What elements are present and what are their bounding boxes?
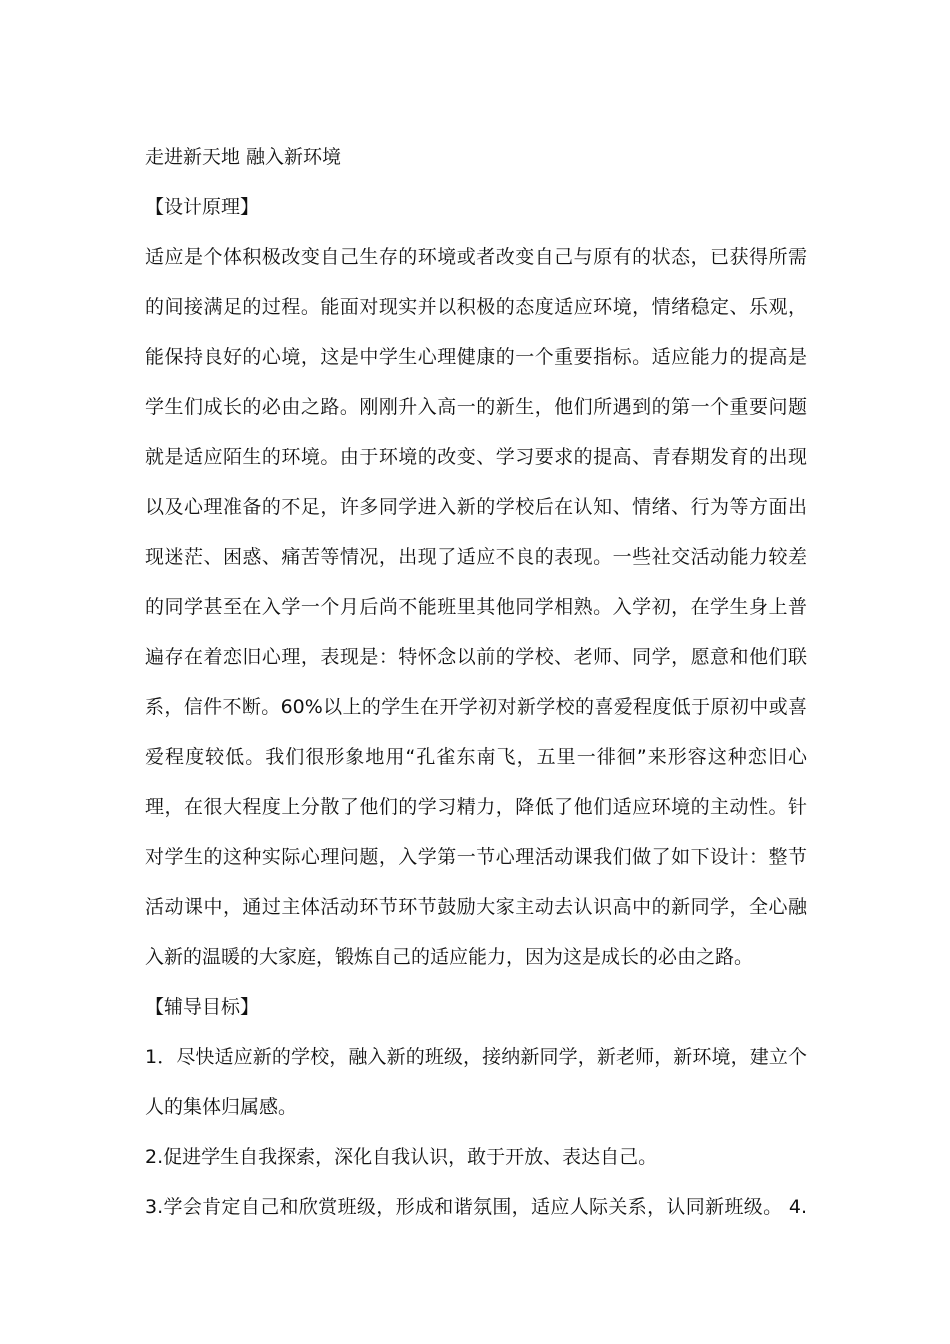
paragraph-line: 爱程度较低。我们很形象地用“孔雀东南飞，五里一徘徊”来形容这种恋旧心	[145, 746, 807, 768]
paragraph-line: 系，信件不断。60%以上的学生在开学初对新学校的喜爱程度低于原初中或喜	[145, 696, 807, 718]
paragraph-line: 能保持良好的心境，这是中学生心理健康的一个重要指标。适应能力的提高是	[145, 346, 807, 368]
paragraph-line: 现迷茫、困惑、痛苦等情况，出现了适应不良的表现。一些社交活动能力较差	[145, 546, 807, 568]
goal-line: 1．尽快适应新的学校，融入新的班级，接纳新同学，新老师，新环境，建立个	[145, 1046, 807, 1068]
goal-line: 人的集体归属感。	[145, 1096, 298, 1118]
goal-3: 3.学会肯定自己和欣赏班级，形成和谐氛围，适应人际关系，认同新班级。 4.	[145, 1196, 807, 1218]
document-title: 走进新天地 融入新环境	[145, 146, 342, 168]
paragraph-line: 入新的温暖的大家庭，锻炼自己的适应能力，因为这是成长的必由之路。	[145, 946, 754, 968]
paragraph-line: 以及心理准备的不足，许多同学进入新的学校后在认知、情绪、行为等方面出	[145, 496, 807, 518]
paragraph-line: 学生们成长的必由之路。刚刚升入高一的新生，他们所遇到的第一个重要问题	[145, 396, 807, 418]
section-heading-design-principle: 【设计原理】	[145, 196, 260, 218]
section-heading-counseling-goals: 【辅导目标】	[145, 996, 260, 1018]
goal-2: 2.促进学生自我探索，深化自我认识，敢于开放、表达自己。	[145, 1146, 658, 1168]
paragraph-line: 适应是个体积极改变自己生存的环境或者改变自己与原有的状态，已获得所需	[145, 246, 807, 268]
goal-1	[145, 1032, 807, 1132]
design-principle-paragraph	[145, 232, 807, 982]
paragraph-line: 就是适应陌生的环境。由于环境的改变、学习要求的提高、青春期发育的出现	[145, 446, 807, 468]
paragraph-line: 对学生的这种实际心理问题，入学第一节心理活动课我们做了如下设计：整节	[145, 846, 807, 868]
paragraph-line: 活动课中，通过主体活动环节环节鼓励大家主动去认识高中的新同学，全心融	[145, 896, 807, 918]
paragraph-line: 的同学甚至在入学一个月后尚不能班里其他同学相熟。入学初，在学生身上普	[145, 596, 807, 618]
document-page	[145, 132, 807, 1232]
paragraph-line: 理，在很大程度上分散了他们的学习精力，降低了他们适应环境的主动性。针	[145, 796, 807, 818]
paragraph-line: 的间接满足的过程。能面对现实并以积极的态度适应环境，情绪稳定、乐观，	[145, 296, 807, 318]
paragraph-line: 遍存在着恋旧心理，表现是：特怀念以前的学校、老师、同学，愿意和他们联	[145, 646, 807, 668]
